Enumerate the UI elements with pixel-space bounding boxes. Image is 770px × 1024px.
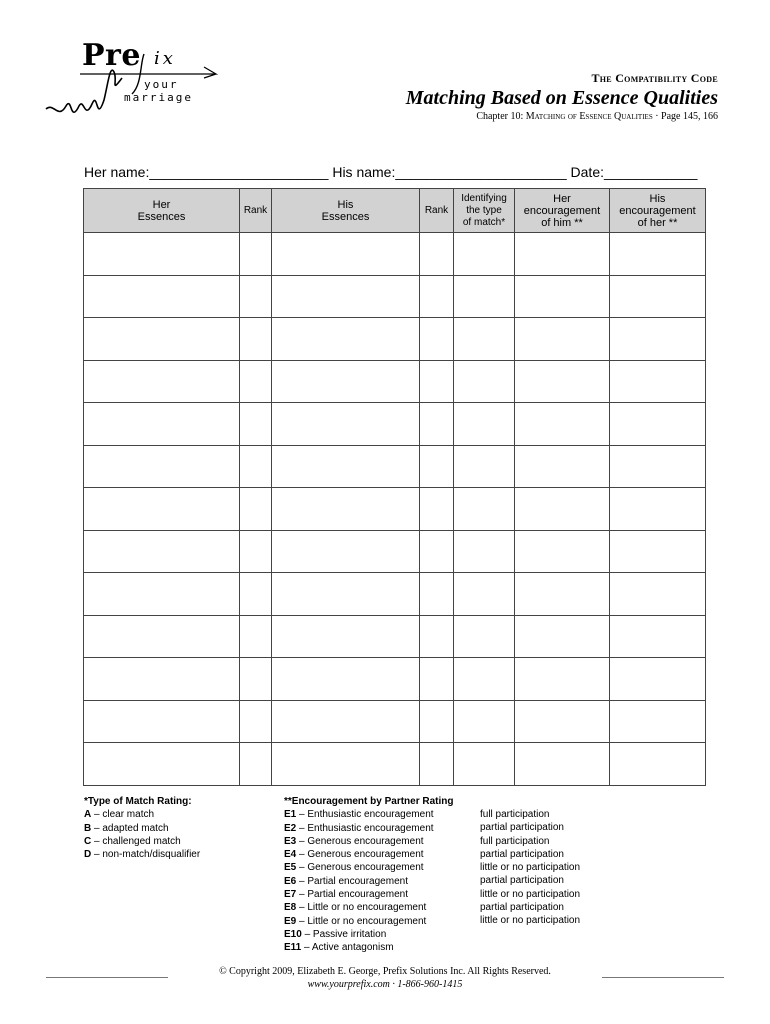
cell-his-rank[interactable] [420, 488, 454, 531]
cell-match-type[interactable] [454, 445, 515, 488]
table-row [84, 658, 706, 701]
cell-her-rank[interactable] [240, 275, 272, 318]
cell-her-rank[interactable] [240, 233, 272, 276]
match-type-legend [84, 795, 200, 861]
names-date-line: Her name:_______________________ His name:______________________ Date:____________ [84, 164, 698, 180]
cell-her-encouragement[interactable] [515, 488, 610, 531]
cell-his-rank[interactable] [420, 700, 454, 743]
legend-item: E3 – Generous encouragement [284, 835, 424, 847]
cell-match-type[interactable] [454, 615, 515, 658]
legend-item: B – adapted match [84, 822, 169, 834]
legend-item: D – non-match/disqualifier [84, 849, 201, 861]
cell-his-rank[interactable] [420, 233, 454, 276]
cell-his-essence[interactable] [272, 743, 420, 786]
cell-match-type[interactable] [454, 488, 515, 531]
cell-her-encouragement[interactable] [515, 700, 610, 743]
cell-his-encouragement[interactable] [610, 615, 706, 658]
cell-match-type[interactable] [454, 403, 515, 446]
cell-his-rank[interactable] [420, 445, 454, 488]
cell-his-rank[interactable] [420, 615, 454, 658]
cell-her-essence[interactable] [84, 233, 240, 276]
table-row [84, 700, 706, 743]
cell-his-encouragement[interactable] [610, 743, 706, 786]
cell-his-rank[interactable] [420, 318, 454, 361]
cell-his-rank[interactable] [420, 403, 454, 446]
table-header-row [84, 189, 706, 233]
cell-her-rank[interactable] [240, 530, 272, 573]
cell-his-essence[interactable] [272, 318, 420, 361]
legend-item: C – challenged match [84, 835, 181, 847]
cell-his-essence[interactable] [272, 573, 420, 616]
legend-item: E10 – Passive irritation [284, 928, 387, 940]
legend-item: E1 – Enthusiastic encouragement [284, 809, 434, 821]
cell-his-encouragement[interactable] [610, 530, 706, 573]
legend-value: partial participation [480, 875, 564, 887]
cell-his-encouragement[interactable] [610, 573, 706, 616]
cell-her-rank[interactable] [240, 403, 272, 446]
series-title: The Compatibility Code [591, 71, 718, 85]
cell-her-encouragement[interactable] [515, 743, 610, 786]
copyright-notice: © Copyright 2009, Elizabeth E. George, Prefix Solutions Inc. All Rights Reserved. [219, 966, 551, 977]
cell-his-encouragement[interactable] [610, 700, 706, 743]
cell-his-encouragement[interactable] [610, 360, 706, 403]
cell-match-type[interactable] [454, 530, 515, 573]
match-legend-title: *Type of Match Rating: [84, 796, 192, 807]
legend-item: E4 – Generous encouragement [284, 849, 424, 861]
cell-his-essence[interactable] [272, 233, 420, 276]
cell-his-essence[interactable] [272, 403, 420, 446]
cell-her-essence[interactable] [84, 360, 240, 403]
cell-match-type[interactable] [454, 275, 515, 318]
encouragement-legend [284, 795, 453, 955]
header-rank-his: Rank [420, 189, 454, 233]
cell-his-essence[interactable] [272, 488, 420, 531]
cell-his-rank[interactable] [420, 743, 454, 786]
table-row [84, 445, 706, 488]
cell-her-essence[interactable] [84, 403, 240, 446]
cell-match-type[interactable] [454, 743, 515, 786]
cell-her-encouragement[interactable] [515, 658, 610, 701]
cell-her-essence[interactable] [84, 615, 240, 658]
cell-her-encouragement[interactable] [515, 615, 610, 658]
table-row [84, 743, 706, 786]
table-row [84, 318, 706, 361]
cell-her-rank[interactable] [240, 360, 272, 403]
cell-his-essence[interactable] [272, 658, 420, 701]
table-row [84, 530, 706, 573]
header-match-type: Identifying the type of match* [454, 189, 515, 233]
cell-her-encouragement[interactable] [515, 360, 610, 403]
cell-his-essence[interactable] [272, 530, 420, 573]
cell-her-rank[interactable] [240, 700, 272, 743]
cell-her-encouragement[interactable] [515, 233, 610, 276]
cell-his-rank[interactable] [420, 360, 454, 403]
table-row [84, 360, 706, 403]
table-row [84, 403, 706, 446]
table-row [84, 615, 706, 658]
legend-value: partial participation [480, 902, 564, 914]
page-title: Matching Based on Essence Qualities [405, 87, 718, 109]
logo-wordmark-end: ix [154, 48, 176, 69]
cell-her-rank[interactable] [240, 488, 272, 531]
footer-rule-left [46, 977, 168, 978]
cell-her-rank[interactable] [240, 743, 272, 786]
legend-value: little or no participation [480, 888, 581, 900]
table-row [84, 488, 706, 531]
cell-match-type[interactable] [454, 658, 515, 701]
logo-tagline-line2: marriage [124, 91, 193, 104]
cell-her-essence[interactable] [84, 700, 240, 743]
cell-her-rank[interactable] [240, 658, 272, 701]
cell-her-encouragement[interactable] [515, 530, 610, 573]
cell-match-type[interactable] [454, 318, 515, 361]
legend-value: partial participation [480, 848, 564, 860]
cell-her-essence[interactable] [84, 488, 240, 531]
logo-wordmark: Pre [82, 38, 141, 73]
table-row [84, 573, 706, 616]
chapter-name: Matching of Essence Qualities [525, 111, 653, 122]
legend-value: little or no participation [480, 862, 581, 874]
cell-her-rank[interactable] [240, 615, 272, 658]
essence-matching-table [83, 188, 706, 786]
cell-match-type[interactable] [454, 360, 515, 403]
cell-her-rank[interactable] [240, 318, 272, 361]
header-his-essences: His Essences [272, 189, 420, 233]
contact-info: www.yourprefix.com · 1-866-960-1415 [307, 979, 463, 990]
header-rank-her: Rank [240, 189, 272, 233]
header-her-encouragement: Her encouragement of him ** [515, 189, 610, 233]
cell-his-encouragement[interactable] [610, 233, 706, 276]
legend-item: E8 – Little or no encouragement [284, 902, 427, 914]
encouragement-legend-values [480, 808, 580, 928]
cell-his-essence[interactable] [272, 445, 420, 488]
legend-item: E2 – Enthusiastic encouragement [284, 822, 434, 834]
cell-his-essence[interactable] [272, 275, 420, 318]
enc-legend-title: **Encouragement by Partner Rating [284, 796, 454, 807]
cell-his-rank[interactable] [420, 573, 454, 616]
cell-her-encouragement[interactable] [515, 275, 610, 318]
chapter-pages: · Page 145, 166 [652, 111, 718, 122]
cell-his-rank[interactable] [420, 658, 454, 701]
cell-his-encouragement[interactable] [610, 318, 706, 361]
cell-his-encouragement[interactable] [610, 445, 706, 488]
cell-his-encouragement[interactable] [610, 275, 706, 318]
cell-her-essence[interactable] [84, 445, 240, 488]
legend-value: full participation [480, 835, 550, 847]
legend-value: full participation [480, 809, 550, 820]
legend-item: A – clear match [84, 809, 155, 821]
legend-item: E6 – Partial encouragement [284, 875, 408, 887]
cell-her-encouragement[interactable] [515, 445, 610, 488]
cell-his-essence[interactable] [272, 700, 420, 743]
cell-her-essence[interactable] [84, 530, 240, 573]
cell-his-essence[interactable] [272, 615, 420, 658]
cell-his-rank[interactable] [420, 530, 454, 573]
cell-her-encouragement[interactable] [515, 573, 610, 616]
legend-item: E7 – Partial encouragement [284, 889, 408, 901]
cell-her-essence[interactable] [84, 573, 240, 616]
logo-tagline-line1: your [144, 78, 179, 91]
cell-her-encouragement[interactable] [515, 318, 610, 361]
cell-his-encouragement[interactable] [610, 488, 706, 531]
cell-her-essence[interactable] [84, 318, 240, 361]
cell-her-rank[interactable] [240, 445, 272, 488]
header-his-encouragement: His encouragement of her ** [610, 189, 706, 233]
cell-her-essence[interactable] [84, 658, 240, 701]
cell-his-essence[interactable] [272, 360, 420, 403]
chapter-prefix: Chapter 10: [476, 111, 526, 122]
cell-his-rank[interactable] [420, 275, 454, 318]
legend-item: E11 – Active antagonism [284, 942, 394, 954]
cell-her-rank[interactable] [240, 573, 272, 616]
chapter-reference [476, 111, 718, 122]
cell-match-type[interactable] [454, 700, 515, 743]
legend-item: E5 – Generous encouragement [284, 862, 424, 874]
cell-her-essence[interactable] [84, 275, 240, 318]
legend-item: E9 – Little or no encouragement [284, 915, 427, 927]
cell-her-encouragement[interactable] [515, 403, 610, 446]
cell-match-type[interactable] [454, 573, 515, 616]
cell-his-encouragement[interactable] [610, 403, 706, 446]
cell-her-essence[interactable] [84, 743, 240, 786]
footer-rule-right [602, 977, 724, 978]
table-row [84, 233, 706, 276]
cell-his-encouragement[interactable] [610, 658, 706, 701]
cell-match-type[interactable] [454, 233, 515, 276]
header-her-essences: Her Essences [84, 189, 240, 233]
prefix-logo [44, 34, 224, 129]
table-row [84, 275, 706, 318]
legend-value: little or no participation [480, 915, 581, 927]
legend-value: partial participation [480, 822, 564, 834]
